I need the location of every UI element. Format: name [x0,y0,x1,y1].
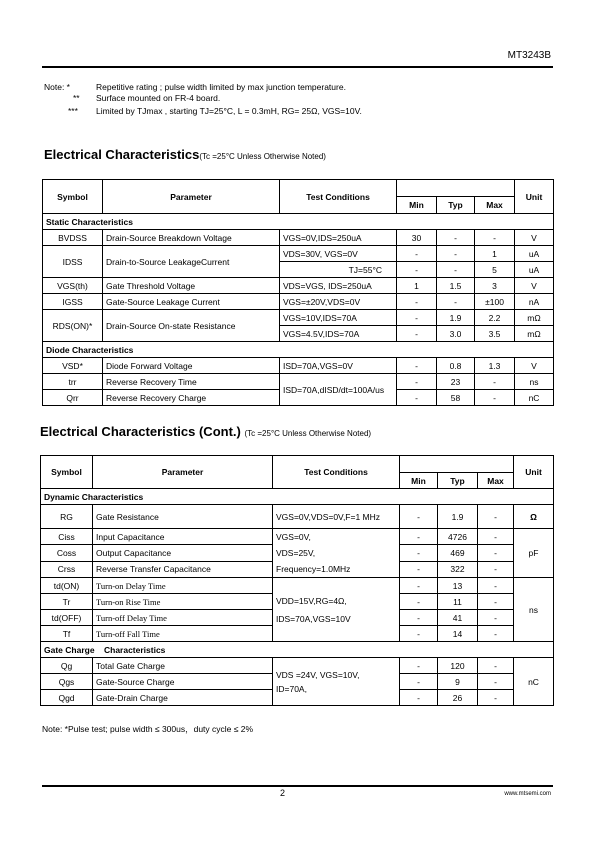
max-cell: - [478,594,514,610]
typ-cell: - [437,246,475,262]
pulse-test-note: Note: *Pulse test; pulse width ≤ 300us，duty cycle ≤ 2% [42,724,254,734]
unit-cell: ns [514,578,554,642]
condition-cell: VGS=±20V,VDS=0V [280,294,397,310]
unit-cell: uA [515,262,554,278]
section-static-label: Static Characteristics [43,214,554,230]
min-cell: - [400,626,438,642]
parameter-cell: Gate-Source Charge [93,674,273,690]
parameter-cell: Turn-off Delay Time [93,610,273,626]
parameter-cell: Input Capacitance [93,529,273,545]
section-row [41,642,554,658]
typ-cell: 13 [438,578,478,594]
table-row [43,310,554,326]
typ-cell: 11 [438,594,478,610]
col-unit: Unit [515,180,554,214]
min-cell: 30 [397,230,437,246]
condition-line: VDS=25V, [276,548,316,558]
max-cell: 3 [475,278,515,294]
typ-cell: 469 [438,545,478,561]
min-cell: - [400,561,438,577]
symbol-cell: Qgs [41,674,93,690]
typ-cell: 14 [438,626,478,642]
symbol-cell: td(ON) [41,578,93,594]
condition-cell: VGS=0V,VDS=0V,F=1 MHz [273,505,400,529]
parameter-cell: Turn-off Fall Time [93,626,273,642]
col-min: Min [400,473,438,489]
symbol-cell: RG [41,505,93,529]
min-cell: - [397,358,437,374]
min-cell: - [400,674,438,690]
min-cell: - [397,262,437,278]
col-conditions: Test Conditions [273,456,400,489]
parameter-cell: Reverse Transfer Capacitance [93,561,273,577]
symbol-cell: VSD* [43,358,103,374]
max-cell: ±100 [475,294,515,310]
unit-cell: nC [514,658,554,706]
min-cell: - [400,545,438,561]
typ-cell: 0.8 [437,358,475,374]
electrical-characteristics-table [42,179,554,406]
note-mark-2: ** [73,93,80,103]
section-subtitle: (Tc =25°C Unless Otherwise Noted) [199,152,326,161]
unit-cell: Ω [514,505,554,529]
table-header-row [43,180,554,197]
section-title-text: Electrical Characteristics (Cont.) [40,424,241,439]
typ-cell: - [437,230,475,246]
condition-line: IDS=70A,VGS=10V [276,613,351,624]
col-parameter: Parameter [93,456,273,489]
condition-cell [273,578,400,642]
typ-cell: 9 [438,674,478,690]
note-text-1: Repetitive rating ; pulse width limited by max junction temperature. [96,82,346,92]
col-values-group [400,456,514,473]
typ-cell: 26 [438,690,478,706]
typ-cell: 120 [438,658,478,674]
min-cell: - [397,374,437,390]
condition-cell: VGS=10V,IDS=70A [280,310,397,326]
unit-cell: pF [514,529,554,578]
symbol-cell: Tf [41,626,93,642]
col-typ: Typ [438,473,478,489]
header-rule [42,66,553,68]
typ-cell: 41 [438,610,478,626]
table-row [43,374,554,390]
max-cell: - [478,658,514,674]
section-title-text: Electrical Characteristics [44,147,200,162]
section-row [43,214,554,230]
max-cell: - [478,690,514,706]
min-cell: - [397,294,437,310]
section-gate-charge-label: Gate Charge Characteristics [41,642,554,658]
table-row [41,529,554,545]
parameter-cell: Output Capacitance [93,545,273,561]
section-dynamic-label: Dynamic Characteristics [41,489,554,505]
part-number: MT3243B [507,50,551,61]
footer-rule [42,785,553,787]
col-symbol: Symbol [41,456,93,489]
section-subtitle: (Tc =25°C Unless Otherwise Noted) [244,429,372,438]
symbol-cell: RDS(ON)* [43,310,103,342]
min-cell: - [400,578,438,594]
condition-cell: TJ=55°C [280,262,397,278]
typ-cell: 58 [437,390,475,406]
unit-cell: mΩ [515,310,554,326]
condition-cell: VDS=VGS, IDS=250uA [280,278,397,294]
section-diode-label: Diode Characteristics [43,342,554,358]
symbol-cell: IDSS [43,246,103,278]
symbol-cell: Qrr [43,390,103,406]
table-row [41,578,554,594]
typ-cell: 1.9 [438,505,478,529]
col-values-group [397,180,515,197]
typ-cell: 4726 [438,529,478,545]
max-cell: - [478,529,514,545]
min-cell: 1 [397,278,437,294]
condition-cell: VGS=0V,IDS=250uA [280,230,397,246]
unit-cell: uA [515,246,554,262]
section-row [43,342,554,358]
min-cell: - [400,529,438,545]
typ-cell: - [437,262,475,278]
max-cell: 3.5 [475,326,515,342]
col-conditions: Test Conditions [280,180,397,214]
symbol-cell: IGSS [43,294,103,310]
parameter-cell: Gate-Source Leakage Current [103,294,280,310]
min-cell: - [400,594,438,610]
max-cell: - [478,578,514,594]
typ-cell: 1.5 [437,278,475,294]
condition-cell: VGS=4.5V,IDS=70A [280,326,397,342]
symbol-cell: Coss [41,545,93,561]
unit-cell: V [515,230,554,246]
min-cell: - [400,658,438,674]
max-cell: - [478,561,514,577]
parameter-cell: Turn-on Rise Time [93,594,273,610]
condition-cell: ISD=70A,VGS=0V [280,358,397,374]
min-cell: - [397,246,437,262]
section-title-electrical [44,147,326,162]
col-max: Max [478,473,514,489]
unit-cell: mΩ [515,326,554,342]
condition-cell [273,529,400,578]
max-cell: 2.2 [475,310,515,326]
section-row [41,489,554,505]
parameter-cell: Drain-to-Source LeakageCurrent [103,246,280,278]
max-cell: - [475,230,515,246]
unit-cell: nA [515,294,554,310]
symbol-cell: trr [43,374,103,390]
parameter-cell: Gate Threshold Voltage [103,278,280,294]
symbol-cell: Tr [41,594,93,610]
note-text-2: Surface mounted on FR-4 board. [96,93,221,103]
min-cell: - [400,610,438,626]
min-cell: - [397,310,437,326]
min-cell: - [400,690,438,706]
parameter-cell: Gate Resistance [93,505,273,529]
condition-cell: ISD=70A,dISD/dt=100A/us [280,374,397,406]
typ-cell: 322 [438,561,478,577]
col-min: Min [397,197,437,214]
min-cell: - [397,326,437,342]
page-number: 2 [280,788,286,798]
unit-cell: V [515,358,554,374]
min-cell: - [397,390,437,406]
note-mark-1: Note: * [44,82,70,92]
condition-line: Frequency=1.0MHz [276,564,351,574]
symbol-cell: VGS(th) [43,278,103,294]
parameter-cell: Gate-Drain Charge [93,690,273,706]
parameter-cell: Total Gate Charge [93,658,273,674]
parameter-cell: Drain-Source On-state Resistance [103,310,280,342]
condition-line: VDS =24V, VGS=10V, [276,669,360,680]
col-parameter: Parameter [103,180,280,214]
max-cell: - [478,626,514,642]
symbol-cell: Qgd [41,690,93,706]
unit-cell: V [515,278,554,294]
unit-cell: nC [515,390,554,406]
condition-cell: VDS=30V, VGS=0V [280,246,397,262]
unit-cell: ns [515,374,554,390]
col-typ: Typ [437,197,475,214]
condition-line: ID=70A, [276,683,307,694]
col-max: Max [475,197,515,214]
parameter-cell: Turn-on Delay Time [93,578,273,594]
note-text-3: Limited by TJmax , starting TJ=25°C, L = 0.3mH, RG= 25Ω, VGS=10V. [96,106,362,116]
max-cell: - [478,545,514,561]
table-header-row [41,456,554,473]
symbol-cell: BVDSS [43,230,103,246]
table-row [43,230,554,246]
symbol-cell: Crss [41,561,93,577]
table-row [43,294,554,310]
condition-line: VGS=0V, [276,532,311,542]
max-cell: 1 [475,246,515,262]
max-cell: - [475,374,515,390]
website-link[interactable]: www.mtsemi.com [504,791,551,797]
table-row [43,246,554,262]
symbol-cell: Ciss [41,529,93,545]
parameter-cell: Diode Forward Voltage [103,358,280,374]
section-title-electrical-cont [40,424,371,439]
typ-cell: - [437,294,475,310]
table-row [43,358,554,374]
max-cell: 5 [475,262,515,278]
max-cell: - [475,390,515,406]
symbol-cell: td(OFF) [41,610,93,626]
parameter-cell: Reverse Recovery Charge [103,390,280,406]
max-cell: - [478,610,514,626]
table-row [41,658,554,674]
col-symbol: Symbol [43,180,103,214]
note-mark-3: *** [68,106,78,116]
max-cell: 1.3 [475,358,515,374]
symbol-cell: Qg [41,658,93,674]
parameter-cell: Reverse Recovery Time [103,374,280,390]
electrical-characteristics-cont-table [40,455,554,706]
typ-cell: 23 [437,374,475,390]
table-row [41,505,554,529]
parameter-cell: Drain-Source Breakdown Voltage [103,230,280,246]
max-cell: - [478,505,514,529]
col-unit: Unit [514,456,554,489]
condition-line: VDD=15V,RG=4Ω, [276,595,347,606]
condition-cell [273,658,400,706]
typ-cell: 3.0 [437,326,475,342]
table-row [43,278,554,294]
typ-cell: 1.9 [437,310,475,326]
max-cell: - [478,674,514,690]
min-cell: - [400,505,438,529]
